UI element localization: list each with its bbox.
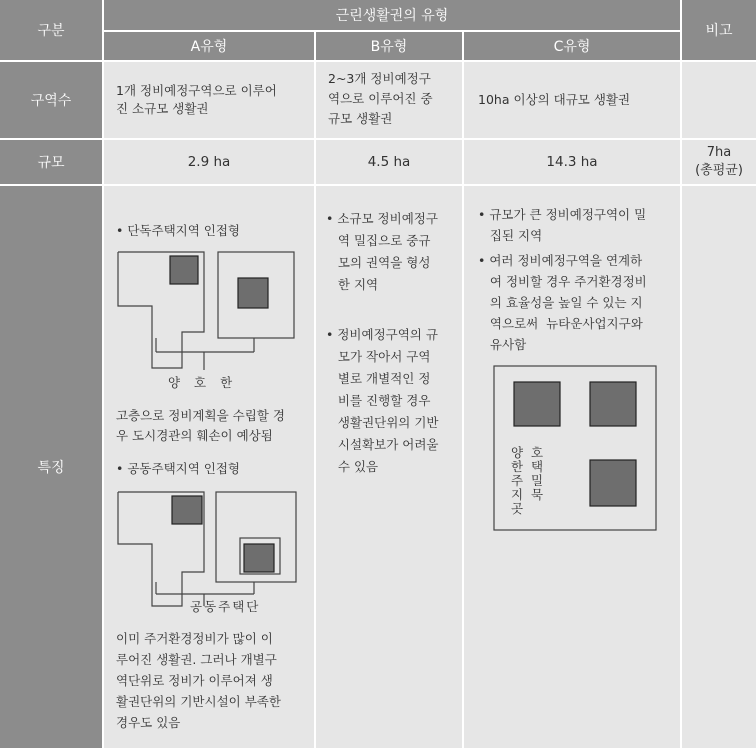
- large-district-diagram: [464, 362, 680, 542]
- row-label-features: 특징: [0, 186, 102, 748]
- area-a-cell: [104, 62, 314, 138]
- features-c-bullet-1: • 규모가 큰 정비예정구역이 밀 집된 지역: [478, 207, 647, 243]
- row-label-area: 구역수: [0, 62, 102, 138]
- area-b-cell: [316, 62, 462, 138]
- features-b-cell: [316, 186, 462, 748]
- features-c-cell: [464, 186, 680, 748]
- building-square: [172, 496, 202, 524]
- features-a-text-1: 고층으로 정비계획을 수립할 경 우 도시경관의 훼손이 예상됨: [116, 408, 285, 443]
- area-a-text: 1개 정비예정구역으로 이루어 진 소규모 생활권: [116, 83, 277, 116]
- scale-b: 4.5 ha: [316, 140, 462, 184]
- building-square: [244, 544, 274, 572]
- diagram-2-label: 공동주택단: [190, 599, 261, 614]
- row-label-scale: 규모: [0, 140, 102, 184]
- area-b-text: 2~3개 정비예정구 역으로 이루어진 중 규모 생활권: [328, 71, 433, 126]
- area-c-text: 10ha 이상의 대규모 생활권: [478, 92, 631, 107]
- header-remarks: 비고: [682, 0, 756, 60]
- features-a-bullet-2: • 공동주택지역 인접형: [116, 461, 240, 476]
- scale-remarks: 7ha (총평균): [682, 140, 756, 184]
- features-c-bullet-2: • 여러 정비예정구역을 연계하 여 정비할 경우 주거환경정비 의 효율성을 높일 수 있는 지 역으로써 뉴타운사업지구와 유사함: [478, 253, 647, 352]
- features-a-cell: [104, 186, 314, 748]
- building-square: [238, 278, 268, 308]
- area-c-cell: [464, 62, 680, 138]
- building-square: [170, 256, 198, 284]
- building-square: [514, 382, 560, 426]
- features-b-bullet-2: • 정비예정구역의 규 모가 작아서 구역 별로 개별적인 정 비를 진행할 경우 생활권단위의 기반 시설확보가 어려울 수 있음: [326, 327, 439, 474]
- scale-a: 2.9 ha: [104, 140, 314, 184]
- building-square: [590, 460, 636, 506]
- header-type-a: A유형: [104, 32, 314, 60]
- diagram-1-label: 양 호 한: [168, 375, 238, 390]
- header-type-b: B유형: [316, 32, 462, 60]
- area-remarks-cell: [682, 62, 756, 138]
- diagram-vertical-label-2: 호택밀묵: [530, 445, 544, 502]
- features-b-bullet-1: • 소규모 정비예정구 역 밀집으로 중규 모의 권역을 형성 한 지역: [326, 211, 438, 292]
- features-a-text-2: 이미 주거환경정비가 많이 이 루어진 생활권. 그러나 개별구 역단위로 정비가 이루어져 생 활권단위의 기반시설이 부족한 경우도 있음: [116, 631, 281, 730]
- scale-c: 14.3 ha: [464, 140, 680, 184]
- header-group-title: 근린생활권의 유형: [104, 0, 680, 30]
- diagram-vertical-label-1: 양한주지곳: [510, 445, 524, 516]
- header-type-c: C유형: [464, 32, 680, 60]
- building-square: [590, 382, 636, 426]
- header-category: 구분: [0, 0, 102, 60]
- features-a-bullet-1: • 단독주택지역 인접형: [116, 223, 240, 238]
- features-remarks-cell: [682, 186, 756, 748]
